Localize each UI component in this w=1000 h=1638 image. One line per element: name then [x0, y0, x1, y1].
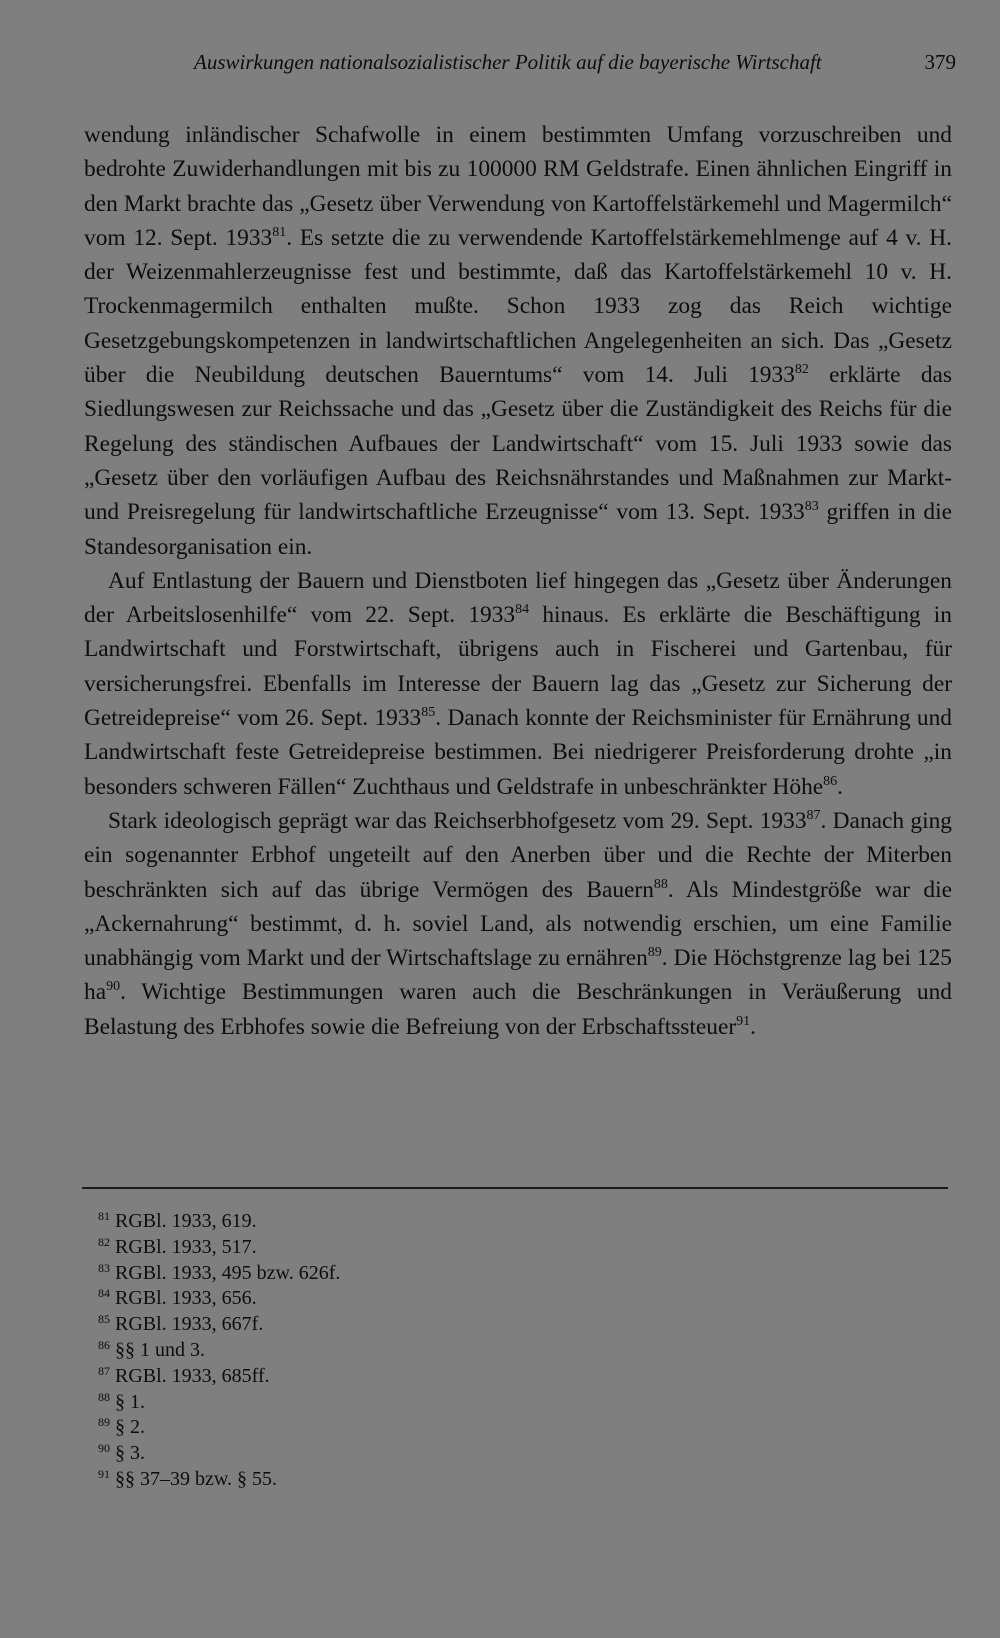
text-run: . [837, 773, 844, 800]
paragraph-2 [84, 564, 952, 804]
footnote [98, 1441, 798, 1467]
text-run: griffen in die Standesorganisation ein. [84, 499, 952, 560]
footnote-number: 81 [98, 1209, 110, 1223]
footnote-reference: 91 [736, 1013, 751, 1029]
footnote-text: RGBl. 1933, 667f. [115, 1313, 264, 1336]
text-run: erklärte das Siedlungswesen zur Reichssache und das „Gesetz über die Zuständigkeit des Reichs für die Regelung des ständischen Aufbaues der Landwirtschaft“ vom 15. Juli 1933 sowie das „Gesetz über den vorläufigen Aufbau des Reichsnährstandes und Maßnahmen zur Markt- und Preisregelung für landwirtschaftliche Erzeugnisse“ vom 13. Sept. 1933 [84, 362, 952, 526]
footnote-number: 88 [98, 1389, 110, 1404]
footnote-text: §§ 1 und 3. [115, 1338, 205, 1361]
footnotes [98, 1209, 798, 1493]
footnote-text: RGBl. 1933, 517. [115, 1235, 257, 1258]
footnote-divider [82, 1187, 948, 1189]
footnote [98, 1467, 798, 1493]
footnote-number: 82 [98, 1234, 110, 1249]
footnote-text: § 1. [115, 1390, 145, 1413]
footnote-reference: 89 [647, 945, 662, 961]
text-run: Auf Entlastung der Bauern und Dienstboten lief hingegen das „Gesetz über Änderungen der Arbeitslosenhilfe“ vom 22. Sept. 1933 [84, 567, 952, 629]
footnote-number: 86 [98, 1337, 110, 1352]
text-run: . Danach konnte der Reichsminister für Ernährung und Landwirtschaft feste Getreidepreise bestimmen. Bei niedrigerer Preisforderung drohte „in besonders schweren Fällen“ Zuchthaus und Geldstrafe in unbeschränkter Höhe [84, 705, 952, 800]
footnote-text: RGBl. 1933, 495 bzw. 626f. [115, 1261, 341, 1284]
text-run: . Danach ging ein sogenannter Erbhof ungeteilt auf den Anerben über und die Rechte der Miterben beschränkten sich auf das übrige Vermögen des Bauern [84, 807, 952, 903]
footnote-number: 83 [98, 1260, 110, 1275]
footnote [98, 1286, 798, 1312]
body-text [84, 118, 952, 1044]
footnote-reference: 86 [823, 773, 838, 789]
footnote-reference: 84 [515, 602, 530, 618]
text-run: hinaus. Es erklärte die Beschäftigung in Landwirtschaft und Forstwirtschaft, übrigens auch in Fischerei und Gartenbau, für versicherungsfrei. Ebenfalls im Interesse der Bauern lag das „Gesetz zur Sicherung der Getreidepreise“ vom 26. Sept. 1933 [84, 602, 952, 732]
running-title: Auswirkungen nationalsozialistischer Politik auf die bayerische Wirtschaft [194, 50, 822, 74]
text-run: . Es setzte die zu verwendende Kartoffelstärkemehlmenge auf 4 v. H. der Weizenmahlerzeugnisse fest und bestimmte, daß das Kartoffelstärkemehl 10 v. H. Trockenmagermilch enthalten mußte. Schon 1933 zog das Reich wichtige Gesetzgebungskompetenzen in landwirtschaftlichen Angelegenheiten an sich. Das „Gesetz über die Neubildung deutschen Bauerntums“ vom 14. Juli 1933 [84, 224, 952, 389]
footnote-reference: 85 [421, 705, 436, 721]
running-header [84, 50, 956, 84]
footnote-text: RGBl. 1933, 656. [115, 1287, 257, 1310]
footnote-number: 87 [98, 1363, 110, 1378]
footnote-reference: 87 [806, 807, 821, 823]
footnote-number: 89 [98, 1415, 110, 1430]
text-run: wendung inländischer Schafwolle in einem bestimmten Umfang vorzuschreiben und bedrohte Zuwiderhandlungen mit bis zu 100000 RM Geldstrafe. Einen ähnlichen Eingriff in den Markt brachte das „Gesetz über Verwendung von Kartoffelstärkemehl und Magermilch“ vom 12. Sept. 1933 [84, 122, 952, 251]
footnote-number: 85 [98, 1312, 110, 1327]
footnote [98, 1261, 798, 1287]
footnote [98, 1235, 798, 1261]
footnote [98, 1390, 798, 1416]
footnote [98, 1364, 798, 1390]
footnote-text: RGBl. 1933, 685ff. [115, 1364, 270, 1387]
footnote [98, 1312, 798, 1338]
footnote-text: RGBl. 1933, 619. [115, 1210, 257, 1232]
footnote-reference: 83 [804, 499, 819, 515]
text-run: . Als Mindestgröße war die „Ackernahrung“ bestimmt, d. h. soviel Land, als notwendig erschien, um eine Familie unabhängig vom Markt und der Wirtschaftslage zu ernähren [84, 876, 952, 972]
text-run: . Wichtige Bestimmungen waren auch die Beschränkungen in Veräußerung und Belastung des Erbhofes sowie die Befreiung von der Erbschaftssteuer [84, 979, 952, 1040]
footnote-reference: 88 [653, 876, 668, 892]
text-run: . Die Höchstgrenze lag bei 125 ha [84, 945, 952, 1006]
footnote-reference: 81 [272, 224, 287, 240]
text-run: . [750, 1013, 757, 1040]
footnote-text: §§ 37–39 bzw. § 55. [115, 1467, 278, 1490]
footnote [98, 1415, 798, 1441]
page-number: 379 [924, 50, 956, 74]
paragraph-1 [84, 118, 952, 564]
footnote-text: § 3. [115, 1442, 145, 1465]
footnote-reference: 82 [794, 362, 809, 378]
text-run: Stark ideologisch geprägt war das Reichserbhofgesetz vom 29. Sept. 1933 [108, 807, 807, 834]
footnote-reference: 90 [106, 979, 121, 995]
footnote-number: 84 [98, 1286, 110, 1301]
footnote [98, 1209, 798, 1235]
footnote-text: § 2. [115, 1416, 145, 1439]
footnote-number: 90 [98, 1441, 110, 1456]
footnote-number: 91 [98, 1466, 110, 1481]
paragraph-3 [84, 804, 952, 1044]
footnote [98, 1338, 798, 1364]
